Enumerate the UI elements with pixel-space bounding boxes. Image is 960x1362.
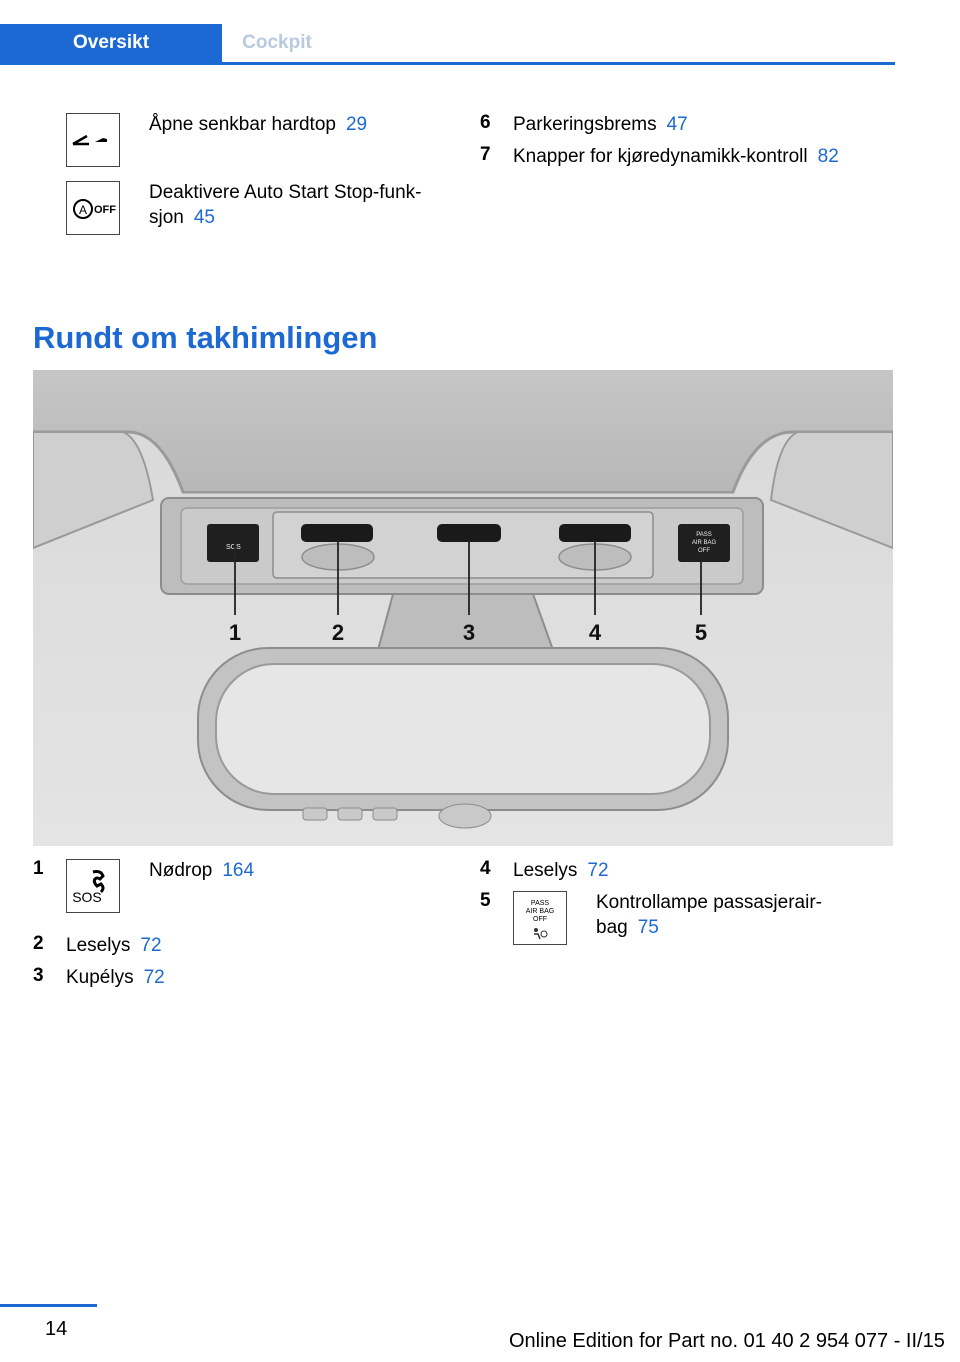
callout-5: 5 [694, 620, 708, 645]
callout-2: 2 [331, 620, 345, 645]
item-reading-light [513, 858, 609, 883]
item-number: 1 [33, 858, 44, 879]
item-driving-dynamics [513, 144, 839, 169]
item-auto-start-stop [149, 180, 449, 230]
airbag-lamp-text-2: AIR BAG [691, 540, 717, 546]
tab-bar [0, 24, 895, 65]
page-ref-link[interactable]: 47 [666, 114, 688, 135]
item-label: Åpne senkbar hardtop [149, 114, 336, 135]
tab-oversikt[interactable]: Oversikt [0, 24, 222, 62]
item-label-line2: sjon [149, 207, 184, 228]
item-interior-light [66, 965, 165, 990]
sos-button-text: SOS [226, 544, 241, 551]
page-ref-link[interactable]: 29 [345, 114, 368, 135]
item-label-line1: Kontrollampe passasjerair- [596, 892, 822, 913]
item-label: Leselys [66, 935, 131, 956]
page-ref-link[interactable]: 45 [193, 207, 215, 228]
page-ref-link[interactable]: 82 [817, 146, 839, 167]
passenger-airbag-off-icon [513, 891, 567, 945]
page-ref-link[interactable]: 72 [587, 860, 609, 881]
icon-text: SOS [72, 889, 102, 905]
item-number: 4 [480, 858, 491, 879]
item-reading-light [66, 933, 162, 958]
section-heading: Rundt om takhimlingen [33, 320, 378, 355]
footer-rule [0, 1304, 97, 1307]
page-ref-link[interactable]: 164 [222, 860, 255, 881]
icon-text-3: OFF [533, 916, 547, 923]
item-label: Kupélys [66, 967, 134, 988]
icon-text: OFF [94, 204, 116, 216]
item-number: 5 [480, 890, 491, 911]
callout-4: 4 [588, 620, 602, 645]
tab-cockpit[interactable]: Cockpit [242, 32, 312, 53]
item-passenger-airbag-lamp [596, 890, 856, 940]
page-number: 14 [45, 1318, 68, 1340]
item-label: Parkeringsbrems [513, 114, 657, 135]
roof-lining-illustration [33, 370, 893, 846]
item-label-line1: Deaktivere Auto Start Stop-funk- [149, 182, 422, 203]
auto-start-stop-off-icon [66, 181, 120, 235]
item-hardtop [149, 112, 367, 137]
edition-footer: Online Edition for Part no. 01 40 2 954 077 - II/15 [509, 1330, 945, 1352]
item-number: 3 [33, 965, 44, 986]
hardtop-open-icon [66, 113, 120, 167]
page-ref-link[interactable]: 72 [143, 967, 165, 988]
item-number: 6 [480, 112, 491, 133]
icon-text-1: PASS [530, 900, 550, 907]
page-ref-link[interactable]: 72 [140, 935, 162, 956]
item-emergency-call [149, 858, 254, 883]
item-parking-brake [513, 112, 688, 137]
sos-icon [66, 859, 120, 913]
page-ref-link[interactable]: 75 [637, 917, 659, 938]
item-label: Knapper for kjøredynamikk-kontroll [513, 146, 808, 167]
item-number: 2 [33, 933, 44, 954]
callout-1: 1 [228, 620, 242, 645]
callout-3: 3 [462, 620, 476, 645]
item-label: Nødrop [149, 860, 213, 881]
airbag-lamp-text-3: OFF [698, 548, 710, 554]
item-label: Leselys [513, 860, 578, 881]
item-number: 7 [480, 144, 491, 165]
svg-text:A: A [78, 203, 88, 217]
airbag-lamp-text-1: PASS [696, 532, 712, 538]
item-label-line2: bag [596, 917, 628, 938]
icon-text-2: AIR BAG [525, 908, 555, 915]
